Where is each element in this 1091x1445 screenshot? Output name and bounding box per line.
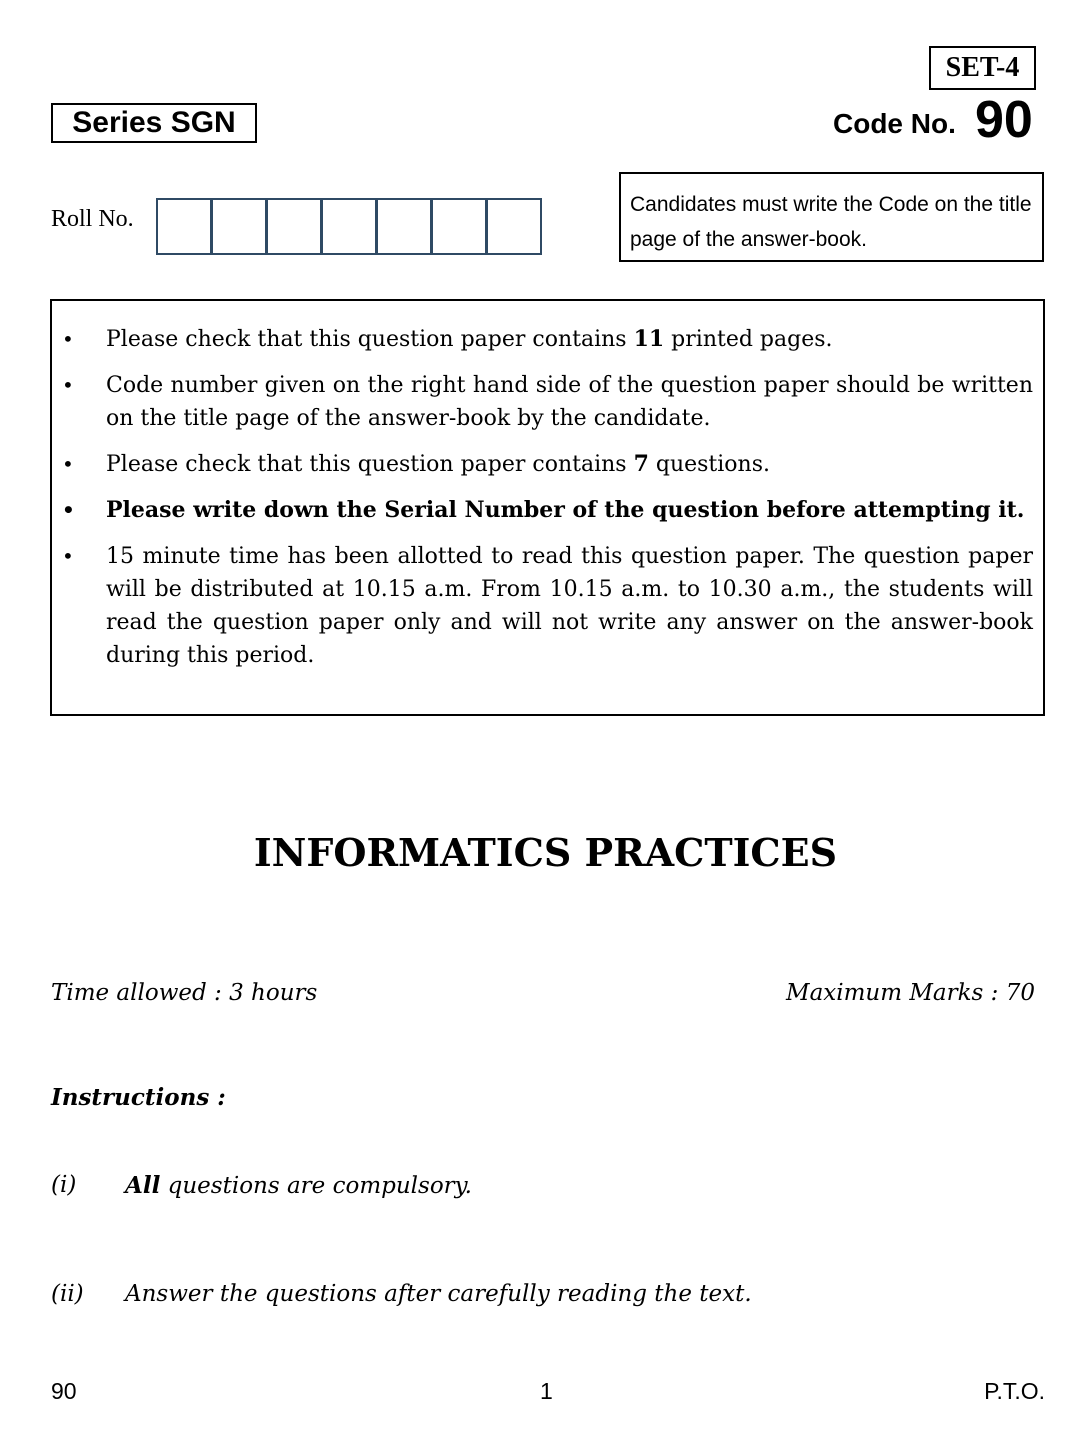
notice-item-code: • Code number given on the right hand side of the question paper should be written on the title page of the answer-book by the candidate. [106, 369, 1033, 435]
paper-title: INFORMATICS PRACTICES [253, 830, 838, 875]
bullet-icon: • [62, 544, 74, 568]
notice-item-serial: • Please write down the Serial Number of the question before attempting it. [106, 494, 1033, 527]
bullet-icon: • [62, 327, 74, 351]
code-label: Code No. [833, 108, 956, 139]
page-number: 1 [540, 1378, 553, 1404]
set-label: SET-4 [929, 46, 1036, 90]
roll-number-box [431, 198, 487, 255]
code-number: 90 [975, 91, 1033, 149]
roll-number-box [486, 198, 542, 255]
notice-item-questions: • Please check that this question paper contains 7 questions. [106, 448, 1033, 481]
roll-number-boxes [156, 198, 542, 255]
series-label: Series SGN [51, 103, 257, 143]
bullet-icon: • [62, 498, 75, 522]
footer-code: 90 [51, 1378, 77, 1404]
instruction-item: Answer the questions after carefully reading the text. [125, 1281, 752, 1307]
notice-item-pages: • Please check that this question paper contains 11 printed pages. [106, 323, 1033, 356]
notice-box [50, 299, 1045, 716]
instruction-number: (i) [51, 1172, 77, 1198]
bullet-icon: • [62, 452, 74, 476]
bullet-icon: • [62, 373, 74, 397]
roll-number-box [376, 198, 432, 255]
notice-item-reading-time: • 15 minute time has been allotted to read this question paper. The question paper will be distributed at 10.15 a.m. From 10.15 a.m. to 10.30 a.m., the students will read the question paper only and will not write any answer on the answer-book during this period. [106, 540, 1033, 672]
instructions-heading: Instructions : [51, 1084, 226, 1111]
time-allowed: Time allowed : 3 hours [51, 980, 318, 1006]
maximum-marks: Maximum Marks : 70 [786, 980, 1035, 1006]
roll-number-box [156, 198, 212, 255]
roll-number-box [321, 198, 377, 255]
instruction-item: All questions are compulsory. [125, 1172, 472, 1199]
instruction-number: (ii) [51, 1281, 84, 1307]
roll-number-box [266, 198, 322, 255]
roll-number-label: Roll No. [51, 206, 134, 232]
pto-label: P.T.O. [984, 1378, 1045, 1404]
code-note: Candidates must write the Code on the title page of the answer-book. [619, 172, 1044, 262]
roll-number-box [211, 198, 267, 255]
